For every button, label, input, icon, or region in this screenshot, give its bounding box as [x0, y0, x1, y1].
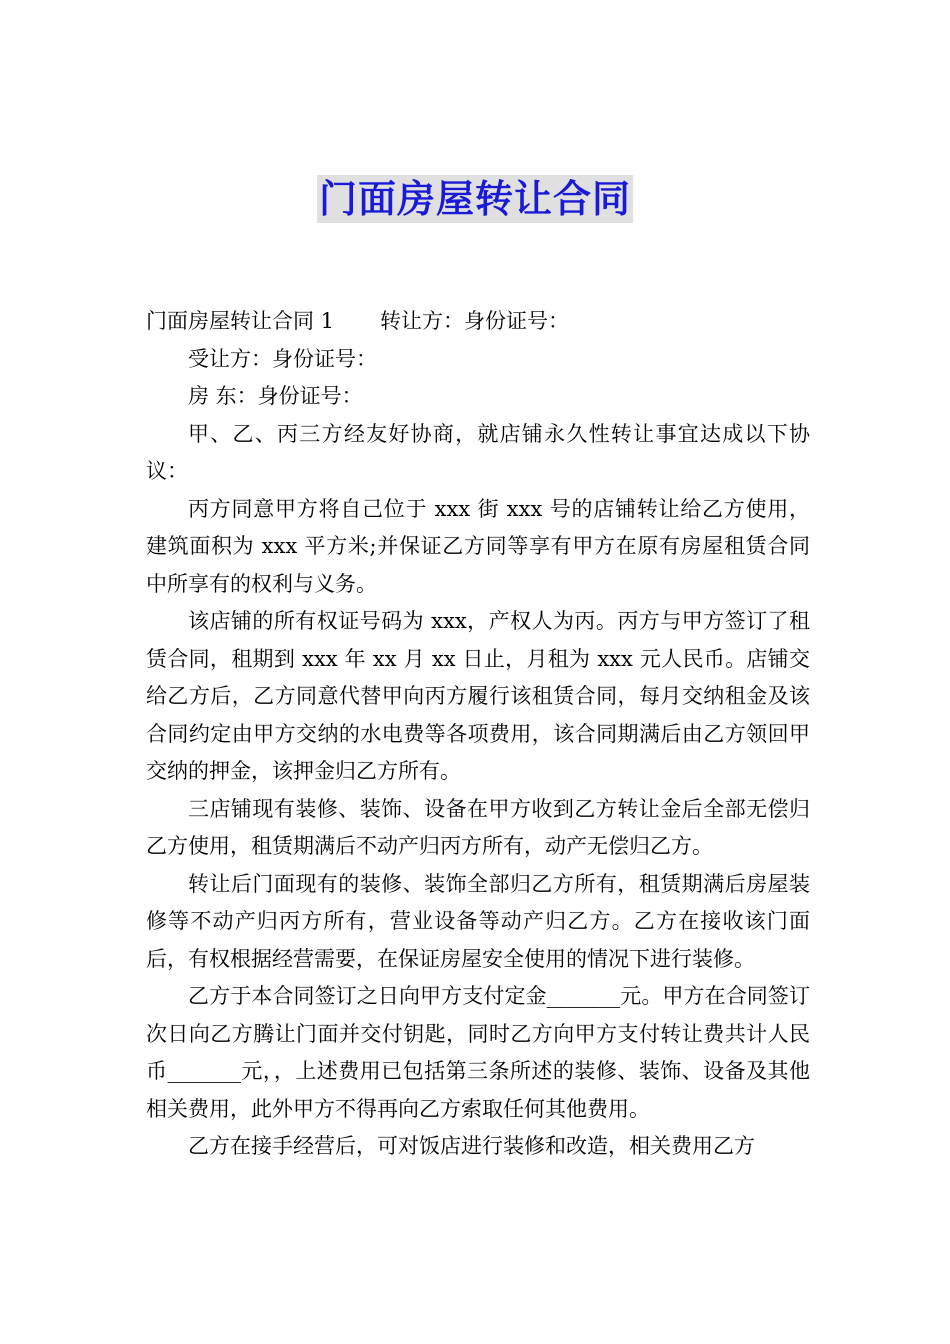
heading-line: [146, 303, 810, 341]
paragraph: 甲、乙、丙三方经友好协商，就店铺永久性转让事宜达成以下协议：: [146, 421, 810, 483]
contract-label: 门面房屋转让合同 1: [146, 309, 335, 333]
paragraph: 受让方：身份证号：: [188, 346, 377, 371]
title-area: [0, 175, 950, 223]
paragraph: 丙方同意甲方将自己位于 xxx 街 xxx 号的店铺转让给乙方使用，建筑面积为 xxx 平方米;并保证乙方同等享有甲方在原有房屋租赁合同中所享有的权利与义务。: [146, 496, 810, 596]
paragraph: 转让后门面现有的装修、装饰全部归乙方所有，租赁期满后房屋装修等不动产归丙方所有，营业设备等动产归乙方。乙方在接收该门面后，有权根据经营需要，在保证房屋安全使用的情况下进行装修。: [146, 871, 810, 971]
paragraph: 乙方于本合同签订之日向甲方支付定金_______元。甲方在合同签订次日向乙方腾让门面并交付钥匙，同时乙方向甲方支付转让费共计人民币_______元，，上述费用已包括第三条所述的装修、装饰、设备及其他相关费用，此外甲方不得再向乙方索取任何其他费用。: [146, 984, 810, 1121]
document-body: [146, 303, 810, 1166]
paragraph: 房 东：身份证号：: [188, 384, 363, 408]
paragraph: 三店铺现有装修、装饰、设备在甲方收到乙方转让金后全部无偿归乙方使用，租赁期满后不动产归丙方所有，动产无偿归乙方。: [146, 796, 810, 858]
paragraph: 该店铺的所有权证号码为 xxx，产权人为丙。丙方与甲方签订了租赁合同，租期到 xxx 年 xx 月 xx 日止，月租为 xxx 元人民币。店铺交给乙方后，乙方同意代替甲向丙方履行该租赁合同，每月交纳租金及该合同约定由甲方交纳的水电费等各项费用，该合同期满后由乙方领回甲交纳的押金，该押金归乙方所有。: [146, 609, 810, 783]
paragraph: 乙方在接手经营后，可对饭店进行装修和改造，相关费用乙方: [188, 1134, 755, 1158]
document-title: 门面房屋转让合同: [318, 177, 631, 221]
transferor-line: 转让方：身份证号：: [380, 309, 570, 333]
